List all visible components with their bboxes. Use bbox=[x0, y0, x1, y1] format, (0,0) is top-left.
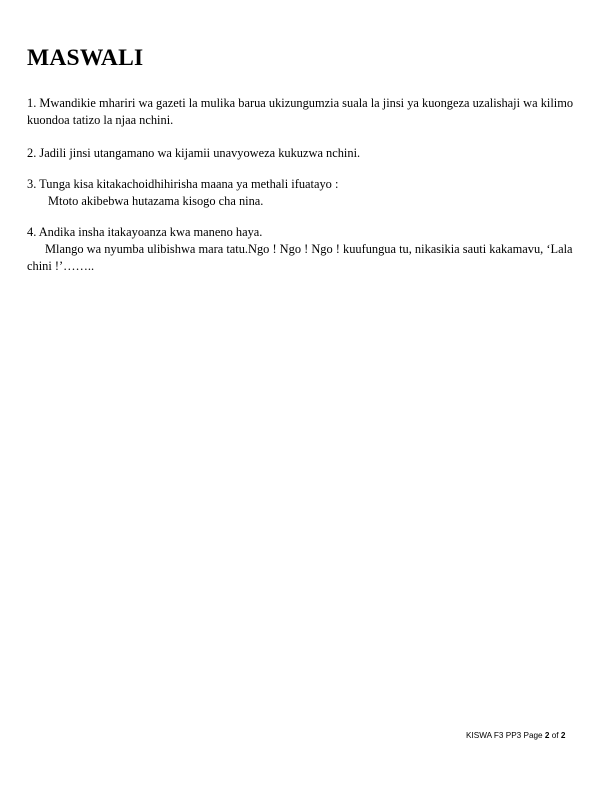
question-4 bbox=[27, 224, 587, 275]
page-title: MASWALI bbox=[27, 45, 144, 71]
page-footer bbox=[466, 731, 565, 741]
footer-total-pages: 2 bbox=[560, 731, 566, 740]
question-1 bbox=[27, 95, 587, 129]
question-number: 1. bbox=[27, 96, 37, 110]
question-2 bbox=[27, 145, 587, 162]
question-number: 3. bbox=[27, 177, 37, 191]
question-number: 2. bbox=[27, 146, 37, 160]
question-text: Mwandikie mhariri wa gazeti la mulika barua ukizungumzia suala la jinsi ya kuongeza uzalishaji wa kilimo kuondoa tatizo la njaa nchini. bbox=[27, 96, 574, 127]
footer-page-number: 2 bbox=[544, 731, 550, 740]
question-number: 4. bbox=[27, 225, 37, 239]
question-3 bbox=[27, 176, 587, 210]
question-text: Andika insha itakayoanza kwa maneno haya. bbox=[38, 225, 263, 239]
footer-of: of bbox=[549, 731, 561, 740]
question-text: Jadili jinsi utangamano wa kijamii unavyoweza kukuzwa nchini. bbox=[39, 146, 361, 160]
question-text: Tunga kisa kitakachoidhihirisha maana ya methali ifuatayo : bbox=[39, 177, 339, 191]
footer-prefix: KISWA F3 PP3 Page bbox=[466, 731, 545, 740]
opening-passage: Mlango wa nyumba ulibishwa mara tatu.Ngo ! Ngo ! Ngo ! kuufungua tu, nikasikia sauti kakamavu, ‘Lala chini !’…….. bbox=[27, 242, 573, 273]
proverb-text: Mtoto akibebwa hutazama kisogo cha nina. bbox=[48, 194, 264, 208]
